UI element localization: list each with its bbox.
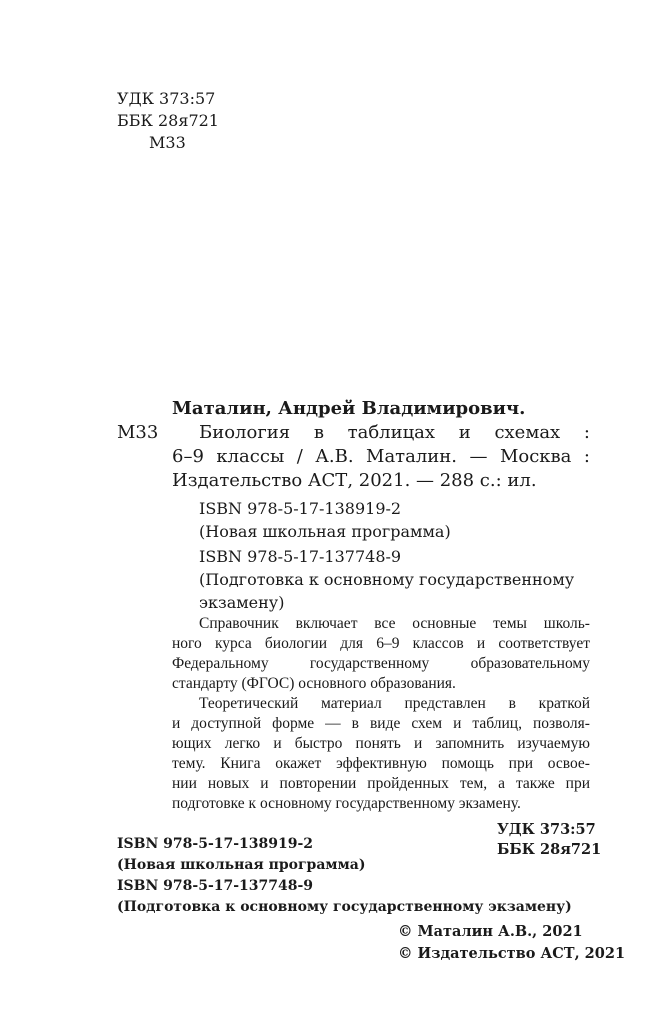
footer-series-2: (Подготовка к основному государственному экзамену) <box>117 899 572 915</box>
word: : <box>583 422 590 443</box>
word: ющих <box>172 735 212 752</box>
word: Справочник <box>199 615 279 632</box>
footer-isbn-2: ISBN 978-5-17-137748-9 <box>117 878 314 894</box>
word: и <box>172 715 181 732</box>
word: образовательному <box>470 655 590 672</box>
bbk-code: ББК 28я721 <box>117 111 219 130</box>
word: повторении <box>279 775 357 792</box>
word: включает <box>295 615 358 632</box>
word: окажет <box>275 755 322 772</box>
word: запомнить <box>435 735 505 752</box>
word: при <box>565 775 590 792</box>
series-2-line-1: (Подготовка к основному государственному <box>199 570 575 589</box>
word: Книга <box>220 755 261 772</box>
word: классов <box>412 635 464 652</box>
word: курса <box>214 635 252 652</box>
word: изучаемую <box>517 735 590 752</box>
word: в <box>508 695 516 712</box>
word: новых <box>207 775 250 792</box>
word: соответствует <box>498 635 590 652</box>
word: а <box>498 775 506 792</box>
word: тем, <box>459 775 488 792</box>
word: при <box>508 755 533 772</box>
word: ного <box>172 635 202 652</box>
word: в <box>351 715 359 732</box>
word: виде <box>369 715 401 732</box>
word: позволя- <box>532 715 590 732</box>
annotation-line <box>199 694 590 714</box>
record-title-line-2 <box>172 445 590 469</box>
annotation-line <box>172 654 590 674</box>
word: школь- <box>543 615 590 632</box>
copyright-publisher: © Издательство АСТ, 2021 <box>398 945 626 962</box>
word: форме <box>272 715 315 732</box>
word: / <box>296 446 303 467</box>
word: : <box>583 446 590 467</box>
series-2-line-2: экзамену) <box>199 593 285 612</box>
word: быстро <box>294 735 343 752</box>
word: Федеральному <box>172 655 269 672</box>
word: Теоретический <box>199 695 299 712</box>
word: 6–9 <box>172 446 204 467</box>
word: и <box>414 735 423 752</box>
footer-series-1: (Новая школьная программа) <box>117 857 366 873</box>
annotation-line <box>172 714 590 734</box>
word: схем <box>411 715 443 732</box>
word: темы <box>493 615 527 632</box>
word: представлен <box>404 695 486 712</box>
record-publisher-line: Издательство АСТ, 2021. — 288 с.: ил. <box>172 470 537 491</box>
word: нии <box>172 775 197 792</box>
annotation-line <box>172 734 590 754</box>
word: краткой <box>538 695 590 712</box>
copyright-author: © Маталин А.В., 2021 <box>398 923 583 940</box>
word: и <box>458 422 471 443</box>
word: основные <box>412 615 477 632</box>
annotation-line <box>172 754 590 774</box>
word: все <box>374 615 396 632</box>
word: эффективную <box>336 755 427 772</box>
word: таблиц, <box>472 715 522 732</box>
word: доступной <box>191 715 262 732</box>
word: государственному <box>309 655 430 672</box>
word: 6–9 <box>376 635 400 652</box>
word: Маталин. <box>366 446 458 467</box>
series-1: (Новая школьная программа) <box>199 522 451 541</box>
word: таблицах <box>347 422 436 443</box>
word: тему. <box>172 755 206 772</box>
author-mark: М33 <box>149 133 186 152</box>
word: также <box>515 775 555 792</box>
isbn-2: ISBN 978-5-17-137748-9 <box>199 547 402 566</box>
annotation-line <box>199 614 590 634</box>
word: — <box>469 446 488 467</box>
word: пройденных <box>367 775 449 792</box>
word: Биология <box>199 422 291 443</box>
word: и <box>260 775 269 792</box>
word: понять <box>355 735 401 752</box>
word: и <box>453 715 462 732</box>
annotation-line <box>172 774 590 794</box>
word: освое- <box>547 755 590 772</box>
word: Москва <box>499 446 572 467</box>
record-title-line <box>199 421 590 445</box>
word: для <box>340 635 364 652</box>
word: биологии <box>264 635 328 652</box>
author-mark-left: М33 <box>117 422 159 443</box>
word: — <box>325 715 341 732</box>
annotation-line <box>172 634 590 654</box>
word: помощь <box>441 755 494 772</box>
word: материал <box>321 695 382 712</box>
word: в <box>313 422 324 443</box>
annotation-line: подготовке к основному государственному экзамену. <box>172 795 521 812</box>
footer-isbn-1: ISBN 978-5-17-138919-2 <box>117 836 314 852</box>
udk-code-bottom: УДК 373:57 <box>497 821 596 838</box>
bbk-code-bottom: ББК 28я721 <box>497 841 602 858</box>
word: легко <box>224 735 261 752</box>
isbn-1: ISBN 978-5-17-138919-2 <box>199 499 402 518</box>
udk-code: УДК 373:57 <box>117 89 216 108</box>
word: и <box>476 635 486 652</box>
annotation-line: стандарту (ФГОС) основного образования. <box>172 675 456 692</box>
word: и <box>273 735 282 752</box>
word: классы <box>216 446 285 467</box>
word: схемах <box>494 422 561 443</box>
word: А.В. <box>315 446 354 467</box>
author-name: Маталин, Андрей Владимирович. <box>172 398 526 419</box>
